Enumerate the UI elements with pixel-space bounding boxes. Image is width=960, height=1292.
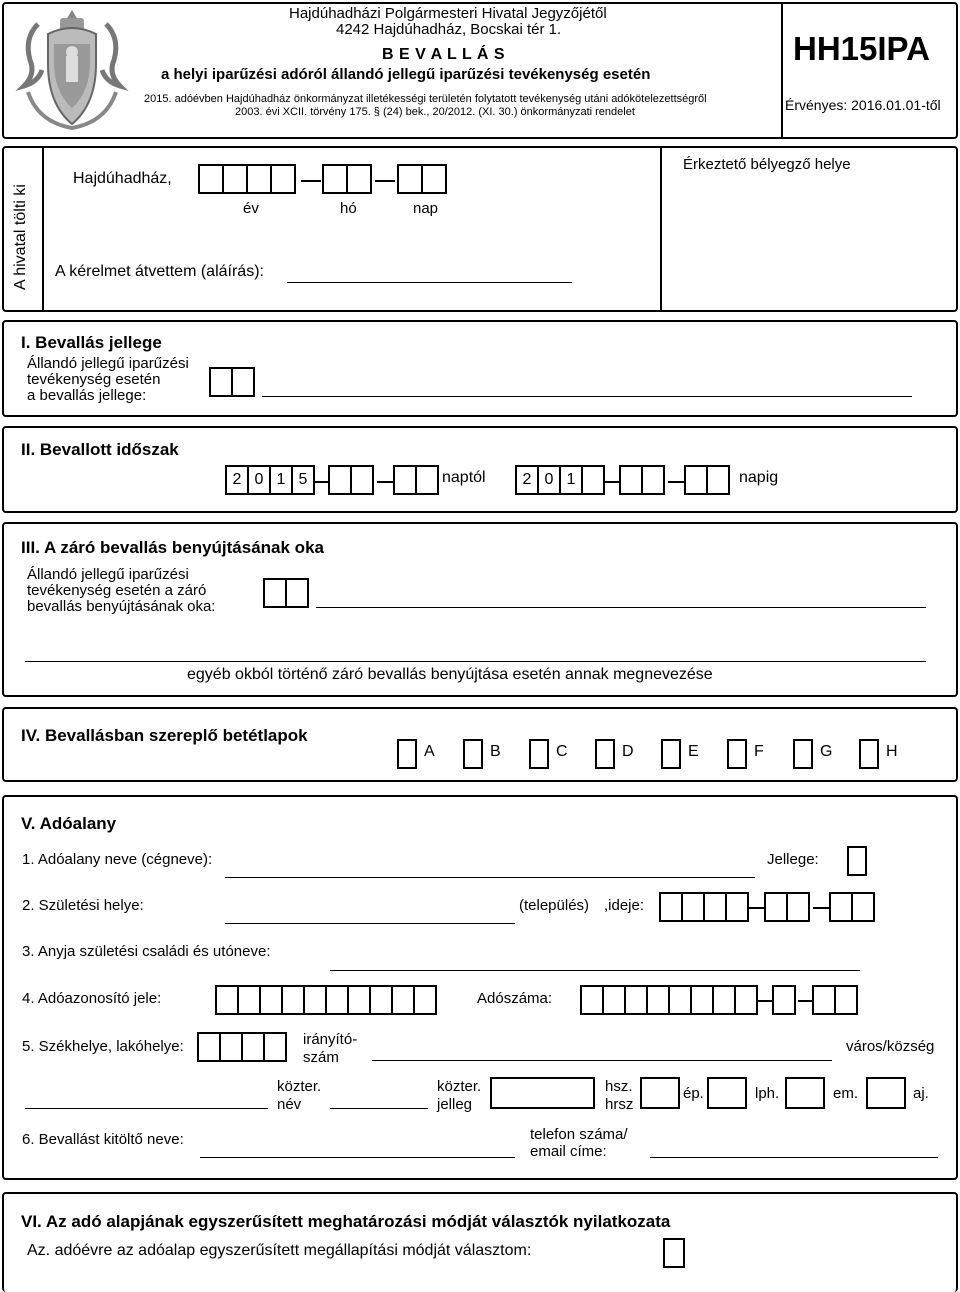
period-to-label: napig: [739, 469, 779, 486]
birth-date-label: ,ideje:: [604, 897, 645, 914]
digit-cell[interactable]: [712, 985, 736, 1015]
tax-number-dash: [758, 1000, 772, 1002]
office-side-label: A hivatal tölti ki: [12, 184, 29, 290]
office-place: Hajdúhadház,: [73, 170, 172, 187]
return-type-cells[interactable]: [209, 367, 253, 397]
digit-cell[interactable]: [581, 465, 605, 495]
birth-month-cells[interactable]: [764, 892, 808, 922]
tax-number-dash: [798, 1000, 812, 1002]
section-5-title: V. Adóalany: [21, 814, 117, 833]
digit-cell[interactable]: [580, 985, 604, 1015]
digit-cell[interactable]: [197, 1032, 221, 1062]
digit-cell[interactable]: 0: [537, 465, 561, 495]
phone-email-line[interactable]: [650, 1157, 938, 1158]
office-address: 4242 Hajdúhadház, Bocskai tér 1.: [336, 21, 562, 38]
office-name: Hajdúhadházi Polgármesteri Hivatal Jegyzőjétől: [289, 5, 607, 22]
digit-cell[interactable]: 5: [291, 465, 315, 495]
sheet-d-checkbox[interactable]: [595, 739, 615, 769]
digit-cell[interactable]: [725, 892, 749, 922]
street-name-label-2: név: [277, 1096, 302, 1113]
digit-cell[interactable]: [369, 985, 393, 1015]
digit-cell[interactable]: [270, 164, 296, 194]
digit-cell[interactable]: [397, 164, 423, 194]
street-name-label-1: közter.: [277, 1078, 322, 1095]
digit-cell[interactable]: [684, 465, 708, 495]
receipt-day-cells[interactable]: [397, 164, 445, 194]
zip-code-label-2: szám: [303, 1049, 339, 1066]
digit-cell[interactable]: [413, 985, 437, 1015]
birth-year-cells[interactable]: [659, 892, 747, 922]
date-dash: [813, 907, 829, 909]
sheet-e-checkbox[interactable]: [661, 739, 681, 769]
section-3-line-3: bevallás benyújtásának oka:: [27, 598, 216, 615]
sheet-h-checkbox[interactable]: [859, 739, 879, 769]
birth-day-cells[interactable]: [829, 892, 873, 922]
digit-cell[interactable]: [350, 465, 374, 495]
coat-of-arms-logo: [8, 4, 136, 136]
closing-reason-cells[interactable]: [263, 578, 307, 608]
door-label: aj.: [913, 1085, 929, 1102]
digit-cell[interactable]: [263, 578, 287, 608]
birth-place-label: 2. Születési helye:: [22, 897, 144, 914]
house-number-input[interactable]: [640, 1077, 680, 1109]
digit-cell[interactable]: [209, 367, 233, 397]
digit-cell[interactable]: [734, 985, 758, 1015]
taxpayer-type-label: Jellege:: [767, 851, 819, 868]
office-side-divider: [42, 146, 44, 312]
zip-code-label-1: irányító-: [303, 1031, 358, 1048]
taxpayer-type-checkbox[interactable]: [847, 846, 867, 876]
digit-cell[interactable]: [246, 164, 272, 194]
digit-cell[interactable]: [415, 465, 439, 495]
form-code: HH15IPA: [793, 30, 930, 67]
date-dash: [301, 180, 321, 182]
section-1-title: I. Bevallás jellege: [21, 333, 162, 352]
receipt-year-cells[interactable]: [198, 164, 294, 194]
sheet-e-label: E: [688, 743, 699, 760]
digit-cell[interactable]: [259, 985, 283, 1015]
seat-label: 5. Székhelye, lakóhelye:: [22, 1038, 184, 1055]
digit-cell[interactable]: [851, 892, 875, 922]
street-extra-line[interactable]: [330, 1108, 428, 1109]
form-subtitle: a helyi iparűzési adóról állandó jellegű iparűzési tevékenység esetén: [161, 66, 651, 83]
sheet-f-label: F: [754, 743, 764, 760]
mother-name-line[interactable]: [330, 970, 860, 971]
sheet-a-label: A: [424, 743, 435, 760]
digit-cell[interactable]: [346, 164, 372, 194]
digit-cell[interactable]: [237, 985, 261, 1015]
phone-label-1: telefon száma/: [530, 1126, 628, 1143]
section-3-line-2: tevékenység esetén a záró: [27, 582, 207, 599]
tax-number-cells-2[interactable]: [772, 985, 794, 1015]
simplified-method-checkbox[interactable]: [663, 1238, 685, 1268]
digit-cell[interactable]: 1: [559, 465, 583, 495]
sheet-d-label: D: [622, 743, 634, 760]
taxpayer-name-label: 1. Adóalany neve (cégneve):: [22, 851, 213, 868]
other-reason-line[interactable]: [25, 661, 926, 662]
digit-cell[interactable]: [706, 465, 730, 495]
section-6-statement: Az. adóévre az adóalap egyszerűsített megállapítási módját választom:: [27, 1242, 532, 1259]
header-divider: [781, 2, 783, 139]
received-signature-label: A kérelmet átvettem (aláírás):: [55, 263, 264, 280]
street-type-input[interactable]: [490, 1077, 595, 1109]
sheet-f-checkbox[interactable]: [727, 739, 747, 769]
digit-cell[interactable]: [659, 892, 683, 922]
digit-cell[interactable]: [834, 985, 858, 1015]
sheet-b-label: B: [490, 743, 501, 760]
digit-cell[interactable]: [322, 164, 348, 194]
date-dash: [668, 481, 684, 483]
digit-cell[interactable]: [285, 578, 309, 608]
digit-cell[interactable]: [241, 1032, 265, 1062]
digit-cell[interactable]: [619, 465, 643, 495]
digit-cell[interactable]: [764, 892, 788, 922]
house-number-label-1: hsz.: [605, 1078, 633, 1095]
house-number-label-2: hrsz: [605, 1096, 634, 1113]
building-input[interactable]: [707, 1077, 747, 1109]
period-from-year-cells[interactable]: [225, 465, 313, 495]
tax-id-cells[interactable]: [215, 985, 435, 1015]
section-2-title: II. Bevallott időszak: [21, 440, 179, 459]
digit-cell[interactable]: [215, 985, 239, 1015]
digit-cell[interactable]: 1: [269, 465, 293, 495]
digit-cell[interactable]: [668, 985, 692, 1015]
stair-input[interactable]: [785, 1077, 825, 1109]
digit-cell[interactable]: [602, 985, 626, 1015]
sheet-a-checkbox[interactable]: [397, 739, 417, 769]
digit-cell[interactable]: [681, 892, 705, 922]
digit-cell[interactable]: [231, 367, 255, 397]
settlement-label: (település): [519, 897, 590, 914]
tax-number-label: Adószáma:: [477, 990, 553, 1007]
sheet-c-label: C: [556, 743, 568, 760]
other-reason-label: egyéb okból történő záró bevallás benyújtása esetén annak megnevezése: [187, 666, 713, 683]
filler-name-line[interactable]: [200, 1157, 515, 1158]
section-6-title: VI. Az adó alapjának egyszerűsített meghatározási módját választók nyilatkozata: [21, 1212, 671, 1231]
city-line[interactable]: [372, 1060, 832, 1061]
digit-cell[interactable]: 0: [247, 465, 271, 495]
digit-cell[interactable]: [222, 164, 248, 194]
stair-label: lph.: [755, 1085, 780, 1102]
street-type-label-1: közter.: [437, 1078, 482, 1095]
section-3-title: III. A záró bevallás benyújtásának oka: [21, 538, 324, 557]
floor-input[interactable]: [866, 1077, 906, 1109]
street-name-line[interactable]: [25, 1108, 268, 1109]
signature-line[interactable]: [287, 282, 572, 283]
digit-cell[interactable]: [263, 1032, 287, 1062]
city-label: város/község: [846, 1038, 935, 1055]
digit-cell[interactable]: [703, 892, 727, 922]
date-dash: [377, 481, 393, 483]
legal-note-2: 2003. évi XCII. törvény 175. § (24) bek., 20/2012. (XI. 30.) önkormányzati rendelet: [235, 106, 635, 118]
section-1-line-1: Állandó jellegű iparűzési: [27, 355, 189, 372]
birth-place-line[interactable]: [225, 923, 515, 924]
mother-name-label: 3. Anyja születési családi és utóneve:: [22, 943, 271, 960]
office-stamp-divider: [660, 146, 662, 312]
filler-name-label: 6. Bevallást kitöltő neve:: [22, 1131, 184, 1148]
digit-cell[interactable]: [690, 985, 714, 1015]
digit-cell[interactable]: [421, 164, 447, 194]
digit-cell[interactable]: 2: [225, 465, 249, 495]
sheet-h-label: H: [886, 743, 898, 760]
digit-cell[interactable]: [281, 985, 305, 1015]
digit-cell[interactable]: [641, 465, 665, 495]
section-1-line-2: tevékenység esetén: [27, 371, 161, 388]
section-4-title: IV. Bevallásban szereplő betétlapok: [21, 726, 308, 745]
day-label: nap: [413, 200, 439, 217]
digit-cell[interactable]: [198, 164, 224, 194]
phone-label-2: email címe:: [530, 1143, 607, 1160]
digit-cell[interactable]: [347, 985, 371, 1015]
legal-note-1: 2015. adóévben Hajdúhadház önkormányzat illetékességi területén folytatott tevékenység utáni adókötelezettségről: [144, 93, 707, 105]
digit-cell[interactable]: [303, 985, 327, 1015]
closing-reason-line[interactable]: [316, 607, 926, 608]
digit-cell[interactable]: [812, 985, 836, 1015]
digit-cell[interactable]: [393, 465, 417, 495]
street-type-label-2: jelleg: [437, 1096, 473, 1113]
digit-cell[interactable]: [325, 985, 349, 1015]
tax-number-cells-1[interactable]: [580, 985, 756, 1015]
digit-cell[interactable]: [219, 1032, 243, 1062]
date-dash: [748, 907, 764, 909]
digit-cell[interactable]: [829, 892, 853, 922]
month-label: hó: [340, 200, 357, 217]
period-from-month-cells[interactable]: [328, 465, 372, 495]
digit-cell[interactable]: [786, 892, 810, 922]
sheet-g-checkbox[interactable]: [793, 739, 813, 769]
validity-date: Érvényes: 2016.01.01-től: [785, 97, 941, 113]
sheet-b-checkbox[interactable]: [463, 739, 483, 769]
period-to-year-cells[interactable]: [515, 465, 603, 495]
form-title: B E V A L L Á S: [382, 46, 506, 63]
stamp-area-label: Érkeztető bélyegző helye: [683, 156, 851, 173]
tax-id-label: 4. Adóazonosító jele:: [22, 990, 162, 1007]
section-3-line-1: Állandó jellegű iparűzési: [27, 566, 189, 583]
year-label: év: [243, 200, 259, 217]
period-to-month-cells[interactable]: [619, 465, 663, 495]
tax-number-cells-3[interactable]: [812, 985, 856, 1015]
floor-label: em.: [833, 1085, 859, 1102]
taxpayer-name-line[interactable]: [225, 877, 755, 878]
digit-cell[interactable]: [772, 985, 796, 1015]
period-to-day-cells[interactable]: [684, 465, 728, 495]
zip-code-cells[interactable]: [197, 1032, 285, 1062]
sheet-g-label: G: [820, 743, 833, 760]
digit-cell[interactable]: [328, 465, 352, 495]
date-dash: [375, 180, 395, 182]
sheet-c-checkbox[interactable]: [529, 739, 549, 769]
digit-cell[interactable]: 2: [515, 465, 539, 495]
digit-cell[interactable]: [391, 985, 415, 1015]
period-from-label: naptól: [442, 469, 486, 486]
period-from-day-cells[interactable]: [393, 465, 437, 495]
building-label: ép.: [683, 1085, 704, 1102]
section-1-line-3: a bevallás jellege:: [27, 387, 147, 404]
digit-cell[interactable]: [646, 985, 670, 1015]
return-type-line[interactable]: [262, 396, 912, 397]
digit-cell[interactable]: [624, 985, 648, 1015]
receipt-month-cells[interactable]: [322, 164, 370, 194]
